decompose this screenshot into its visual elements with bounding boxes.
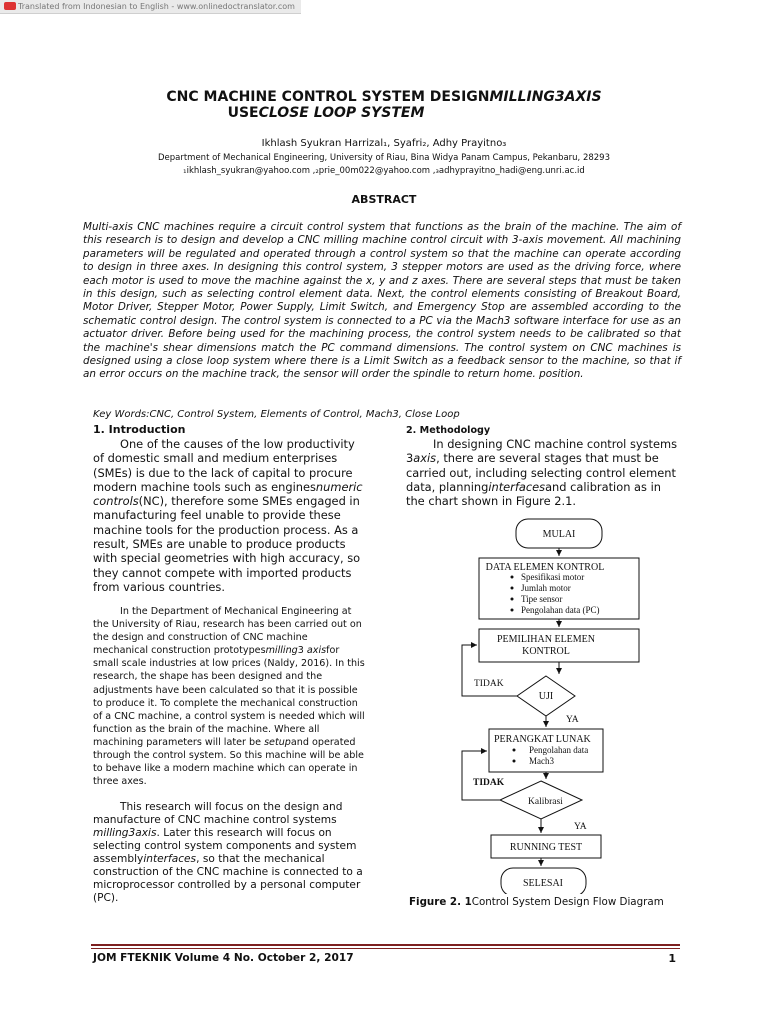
software-item-2: Mach3 xyxy=(529,756,554,766)
data-item-2: Jumlah motor xyxy=(521,583,571,593)
translation-banner-text: Translated from Indonesian to English - www.onlinedoctranslator.com xyxy=(18,2,295,11)
paper-title-line2: USECLOSE LOOP SYSTEM xyxy=(227,105,425,121)
keywords: Key Words:CNC, Control System, Elements of Control, Mach3, Close Loop xyxy=(93,409,460,420)
figure-caption: Figure 2. 1Control System Design Flow Diagram xyxy=(409,896,664,908)
abstract-text: Multi-axis CNC machines require a circuit control system that functions as the brain of the machine. The aim of this research is to design and develop a CNC milling machine control circuit with 3-axis movement. All machining parameters will be regulated and operated through a control system so that the machine can operate according to design in three axes. In designing this control system, 3 stepper motors are used as the driving force, where each motor is used to move the machine against the x, y and z axes. There are several steps that must be taken in this design, such as selecting control element data. Next, the control elements consisting of Breakout Board, Motor Driver, Stepper Motor, Power Supply, Limit Switch, and Emergency Stop are assembled according to the schematic control design. The control system is connected to a PC via the Mach3 software interface for use as an actuator driver. Before being used for the machining process, the control system needs to be calibrated so that the machine's shear dimensions match the PC command dimensions. The control system on CNC machines is designed using a close loop system where there is a Limit Switch as a feedback sensor to the machine, so that if an error occurs on the machine track, the sensor will order the spindle to return home. position. xyxy=(83,221,681,381)
selection-label-2: KONTROL xyxy=(522,646,570,657)
footer-rule xyxy=(91,944,680,946)
selection-label-1: PEMILIHAN ELEMEN xyxy=(496,634,596,645)
introduction-heading: 1. Introduction xyxy=(93,423,186,436)
translator-logo-icon xyxy=(4,2,16,10)
start-label: MULAI xyxy=(542,529,576,540)
software-item-1: Pengolahan data xyxy=(529,745,589,755)
introduction-paragraph-3: This research will focus on the design and manufacture of CNC machine control systems milling3axis. Later this research will focus on selecting control system components and system assemblyinterfaces, so that the mechanical construction of the CNC machine is connected to a microprocessor controlled by a personal computer (PC). xyxy=(93,801,363,904)
paper-title-line1: CNC MACHINE CONTROL SYSTEM DESIGNMILLING3AXIS xyxy=(166,89,602,105)
footer-rule-thin xyxy=(91,948,680,949)
data-elements-title: DATA ELEMEN KONTROL xyxy=(485,562,605,573)
no-label-2: TIDAK xyxy=(473,778,505,788)
software-title: PERANGKAT LUNAK xyxy=(494,734,591,745)
methodology-heading: 2. Methodology xyxy=(406,425,491,436)
journal-footer: JOM FTEKNIK Volume 4 No. October 2, 2017 xyxy=(93,952,354,964)
test-label: UJI xyxy=(538,691,554,702)
yes-label-1: YA xyxy=(566,715,579,725)
data-item-4: Pengolahan data (PC) xyxy=(521,605,600,615)
calibrate-label: Kalibrasi xyxy=(528,797,563,807)
page-number: 1 xyxy=(668,952,676,965)
introduction-paragraph-1: One of the causes of the low productivity of domestic small and medium enterprises (SMEs) is due to the lack of capital to procure modern machine tools such as enginesnumeric controls(NC), therefore some SMEs engaged in manufacturing feel unable to provide these machine tools for the production process. As a result, SMEs are unable to produce products with special geometries with high accuracy, so they cannot compete with imported products from various countries. xyxy=(93,437,363,594)
flow-diagram xyxy=(440,512,680,894)
department-affiliation: Department of Mechanical Engineering, University of Riau, Bina Widya Panam Campus, Pekanbaru, 28293 xyxy=(157,153,611,163)
translation-banner[interactable] xyxy=(0,0,301,14)
authors: Ikhlash Syukran Harrizal₁, Syafri₂, Adhy Prayitno₃ xyxy=(261,138,507,149)
author-emails: ₁ikhlash_syukran@yahoo.com ,₂prie_00m022@yahoo.com ,₃adhyprayitno_hadi@eng.unri.ac.id xyxy=(183,166,585,176)
end-label: SELESAI xyxy=(523,878,563,889)
introduction-paragraph-2: In the Department of Mechanical Engineering at the University of Riau, research has been carried out on the design and construction of CNC machine mechanical construction prototypesmilling3 axisfor small scale industries at low prices (Naldy, 2016). In this research, the shape has been designed and the adjustments have been calculated so that it is possible to produce it. To complete the mechanical construction of a CNC machine, a control system is needed which will function as the brain of the machine. Where all machining parameters will later be setupand operated through the control system. So this machine will be able to behave like a modern machine which can operate in three axes. xyxy=(93,606,365,788)
yes-label-2: YA xyxy=(574,822,587,832)
methodology-paragraph-1: In designing CNC machine control systems 3axis, there are several stages that must be carried out, including selecting control element data, planninginterfacesand calibration as in the chart shown in Figure 2.1. xyxy=(406,437,678,509)
no-label-1: TIDAK xyxy=(474,679,504,689)
data-item-3: Tipe sensor xyxy=(521,594,563,604)
running-test-label: RUNNING TEST xyxy=(509,842,583,853)
abstract-heading: ABSTRACT xyxy=(351,193,417,206)
data-item-1: Spesifikasi motor xyxy=(521,572,585,582)
